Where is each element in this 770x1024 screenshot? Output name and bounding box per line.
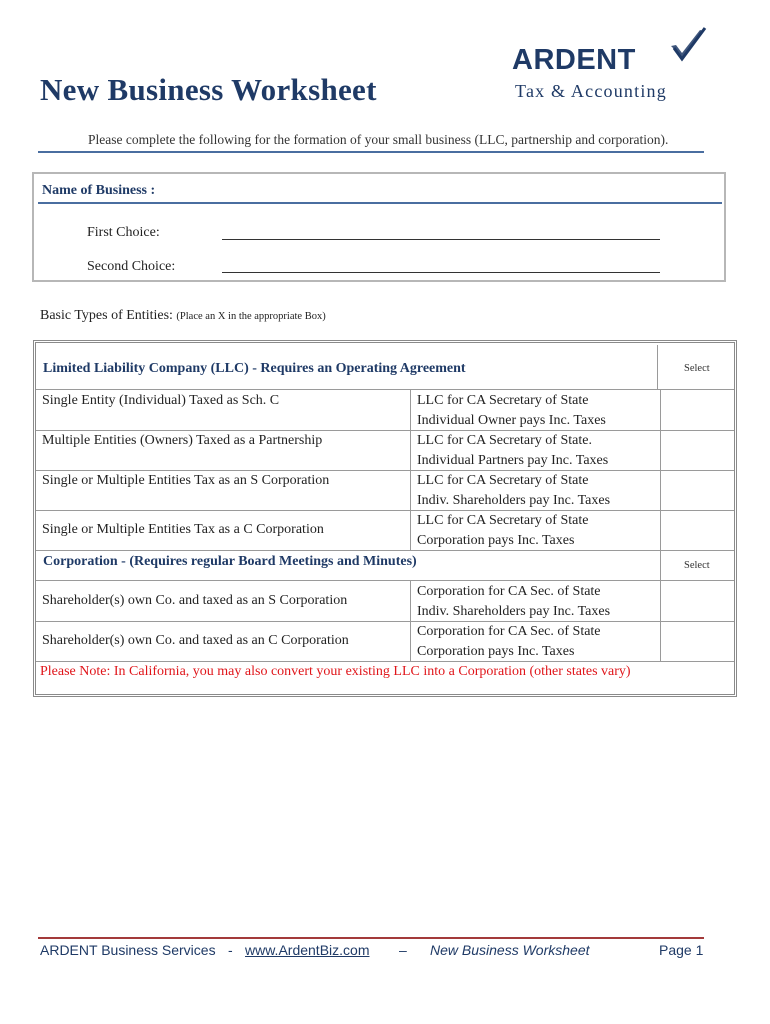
llc-row-4-select-box[interactable] (661, 511, 733, 550)
checkmark-icon (668, 26, 708, 66)
corp-section-end-divider (36, 661, 734, 662)
llc-row-2-detail-line1: LLC for CA Secretary of State. (417, 433, 592, 448)
row-divider (36, 510, 734, 511)
corp-row-1-detail-line1: Corporation for CA Sec. of State (417, 584, 601, 599)
llc-row-4-entity: Single or Multiple Entities Tax as a C Corporation (42, 522, 324, 537)
llc-row-1-select-box[interactable] (661, 390, 733, 430)
llc-row-3-select-box[interactable] (661, 471, 733, 510)
corp-row-1-detail (417, 582, 610, 622)
llc-select-header: Select (684, 363, 710, 374)
name-of-business-label: Name of Business : (42, 183, 156, 198)
first-choice-field[interactable] (222, 239, 660, 240)
name-section-divider (38, 202, 722, 204)
llc-header-divider (36, 389, 734, 390)
california-note: Please Note: In California, you may also convert your existing LLC into a Corporation (other states vary) (40, 664, 631, 679)
llc-section-end-divider (36, 550, 734, 551)
footer-document-name: New Business Worksheet (430, 942, 590, 958)
corp-row-2-detail (417, 622, 601, 662)
second-choice-label: Second Choice: (87, 259, 176, 274)
llc-row-4-detail-line2: Corporation pays Inc. Taxes (417, 533, 575, 548)
footer-separator: – (399, 942, 407, 958)
corp-row-1-entity: Shareholder(s) own Co. and taxed as an S Corporation (42, 593, 348, 608)
llc-row-1-entity: Single Entity (Individual) Taxed as Sch. C (42, 393, 280, 408)
corp-row-2-detail-line2: Corporation pays Inc. Taxes (417, 644, 575, 659)
logo-tagline: Tax & Accounting (515, 81, 667, 101)
llc-row-3-entity: Single or Multiple Entities Tax as an S Corporation (42, 473, 330, 488)
llc-row-4-detail-line1: LLC for CA Secretary of State (417, 513, 589, 528)
corp-row-1-detail-line2: Indiv. Shareholders pay Inc. Taxes (417, 604, 611, 619)
corp-select-header: Select (684, 560, 710, 571)
footer-page-number: Page 1 (659, 942, 704, 958)
entity-types-hint: (Place an X in the appropriate Box) (176, 311, 326, 322)
corp-row-2-entity: Shareholder(s) own Co. and taxed as an C Corporation (42, 633, 349, 648)
llc-row-2-detail (417, 431, 608, 471)
llc-section-title: Limited Liability Company (LLC) - Requires an Operating Agreement (43, 361, 466, 376)
corp-header-divider (36, 580, 734, 581)
row-divider (36, 621, 734, 622)
llc-row-1-detail-line1: LLC for CA Secretary of State (417, 393, 589, 408)
corp-row-2-detail-line1: Corporation for CA Sec. of State (417, 624, 601, 639)
llc-select-divider (657, 345, 658, 389)
footer-divider (38, 937, 704, 939)
logo-wordmark: ARDENT (512, 44, 636, 76)
llc-row-3-detail-line1: LLC for CA Secretary of State (417, 473, 589, 488)
entity-types-title: Basic Types of Entities: (40, 308, 173, 323)
corp-section-title: Corporation - (Requires regular Board Meetings and Minutes) (43, 554, 417, 569)
corp-row-2-select-box[interactable] (661, 622, 733, 661)
llc-row-3-detail (417, 471, 610, 511)
llc-row-1-detail-line2: Individual Owner pays Inc. Taxes (417, 413, 606, 428)
page-title: New Business Worksheet (40, 72, 377, 107)
llc-row-4-detail (417, 511, 588, 551)
company-logo (512, 26, 712, 106)
llc-row-2-select-box[interactable] (661, 431, 733, 470)
llc-row-3-detail-line2: Indiv. Shareholders pay Inc. Taxes (417, 493, 611, 508)
intro-text: Please complete the following for the formation of your small business (LLC, partnership and corporation). (88, 132, 669, 147)
footer-separator: - (228, 942, 233, 958)
second-choice-field[interactable] (222, 272, 660, 273)
first-choice-label: First Choice: (87, 225, 160, 240)
corp-row-1-select-box[interactable] (661, 581, 733, 621)
llc-row-1-detail (417, 391, 606, 431)
llc-row-2-entity: Multiple Entities (Owners) Taxed as a Partnership (42, 433, 323, 448)
entity-types-label (40, 308, 326, 324)
footer-company: ARDENT Business Services (40, 942, 216, 958)
footer-website-link[interactable]: www.ArdentBiz.com (245, 942, 370, 958)
llc-row-2-detail-line2: Individual Partners pay Inc. Taxes (417, 453, 609, 468)
intro-divider (38, 151, 704, 153)
